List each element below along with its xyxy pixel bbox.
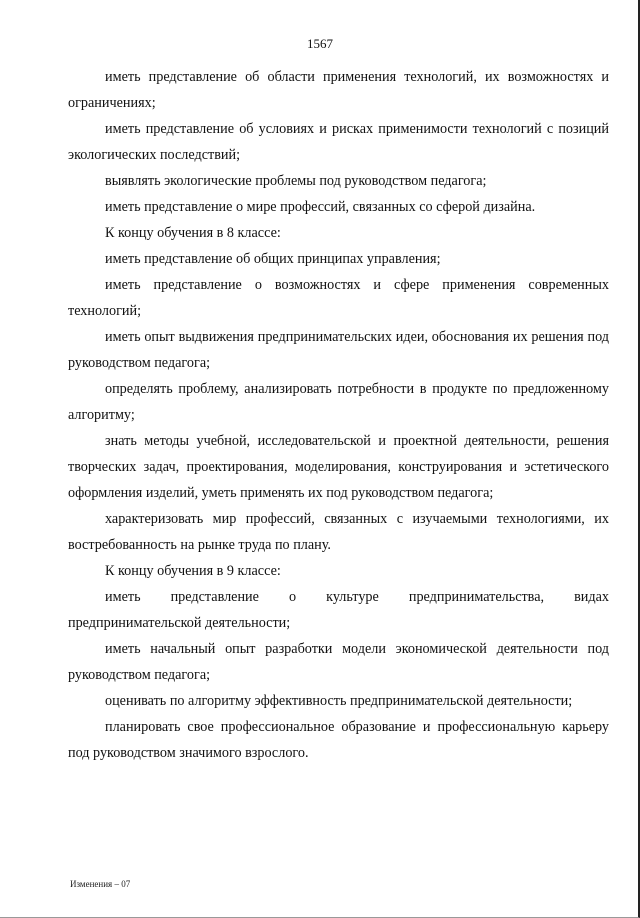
paragraph: знать методы учебной, исследовательской и проектной деятельности, решения творческих задач, проектирования, моделирования, конструирования и эстетического оформления изделий, уметь применять их под руководством педагога; xyxy=(68,433,609,501)
paragraph: иметь представление о культуре предпринимательства, видах предпринимательской деятельности; xyxy=(68,589,609,631)
paragraph: характеризовать мир профессий, связанных с изучаемыми технологиями, их востребованность на рынке труда по плану. xyxy=(68,511,609,553)
paragraph: иметь представление об условиях и рисках применимости технологий с позиций экологических последствий; xyxy=(68,121,609,163)
paragraph: определять проблему, анализировать потребности в продукте по предложенному алгоритму; xyxy=(68,381,609,423)
footer-revision: Изменения – 07 xyxy=(70,879,131,889)
document-body xyxy=(68,64,609,766)
paragraph: иметь представление об области применения технологий, их возможностях и ограничениях; xyxy=(68,69,609,111)
section-heading: К концу обучения в 8 классе: xyxy=(105,225,281,241)
paragraph: оценивать по алгоритму эффективность предпринимательской деятельности; xyxy=(105,693,573,709)
paragraph: иметь представление об общих принципах управления; xyxy=(105,251,441,267)
paragraph: иметь начальный опыт разработки модели экономической деятельности под руководством педагога; xyxy=(68,641,609,683)
paragraph: иметь представление о возможностях и сфере применения современных технологий; xyxy=(68,277,609,319)
page-number: 1567 xyxy=(307,36,333,51)
paragraph: иметь представление о мире профессий, связанных со сферой дизайна. xyxy=(105,199,536,215)
paragraph: иметь опыт выдвижения предпринимательских идеи, обоснования их решения под руководством педагога; xyxy=(68,329,609,371)
section-heading: К концу обучения в 9 классе: xyxy=(105,563,281,579)
paragraph: планировать свое профессиональное образование и профессиональную карьеру под руководством значимого взрослого. xyxy=(68,719,609,761)
paragraph: выявлять экологические проблемы под руководством педагога; xyxy=(105,173,487,189)
